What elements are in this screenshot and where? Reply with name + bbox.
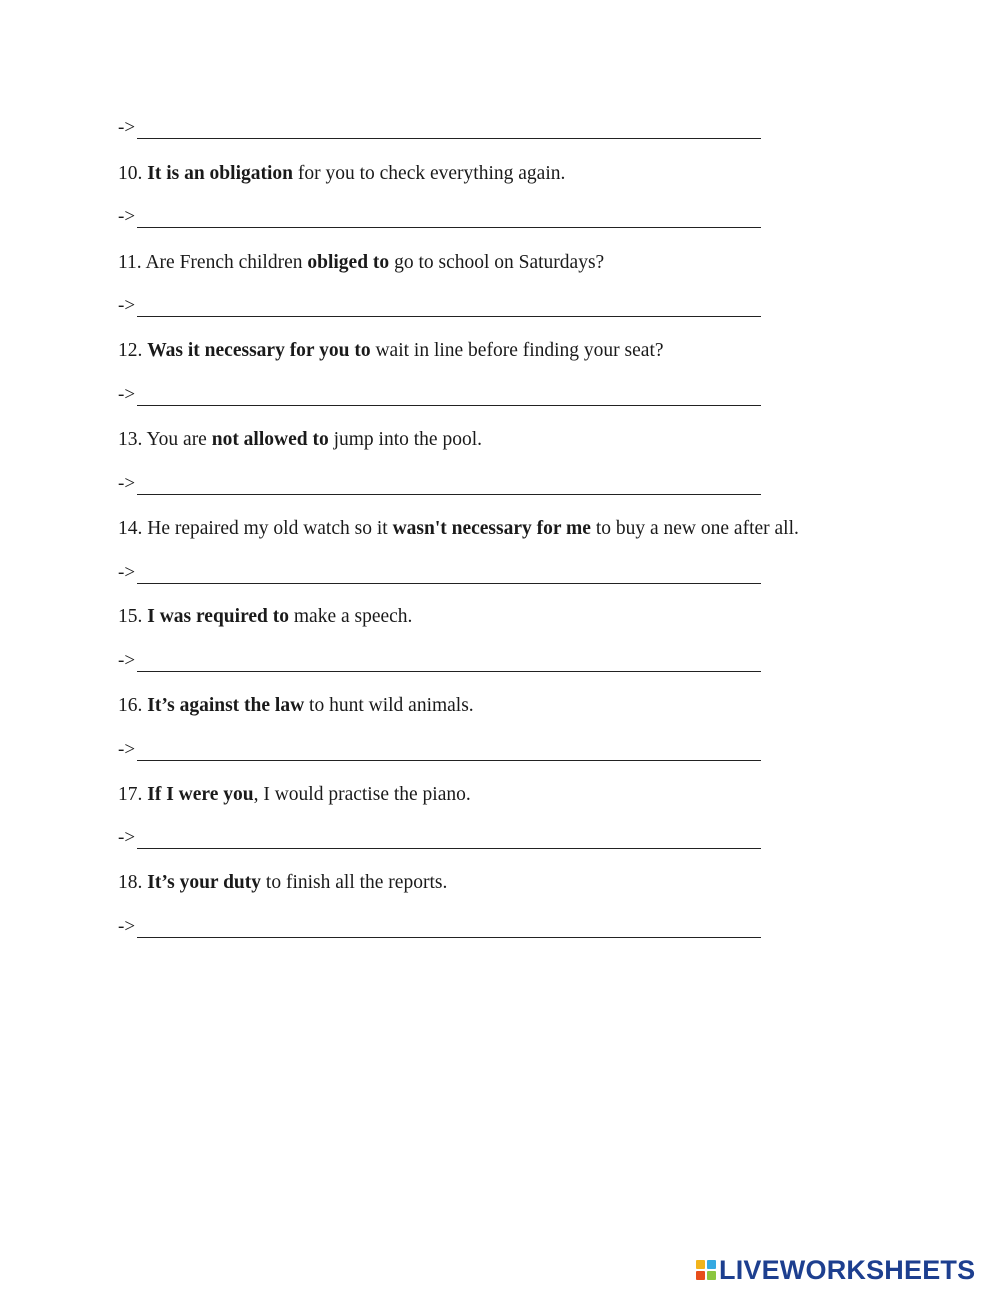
question-keyword: If I were you xyxy=(147,784,254,805)
question-keyword: obliged to xyxy=(307,252,390,273)
answer-row xyxy=(118,561,135,585)
question-keyword: It’s your duty xyxy=(147,872,262,893)
question-keyword: Was it necessary for you to xyxy=(147,340,371,361)
question-17 xyxy=(118,783,471,807)
question-post: to buy a new one after all. xyxy=(590,518,799,539)
question-keyword: I was required to xyxy=(147,606,289,627)
question-number: 10. xyxy=(118,163,143,184)
answer-arrow: -> xyxy=(118,206,136,227)
question-post: , I would practise the piano. xyxy=(253,784,471,805)
question-number: 13. xyxy=(118,429,143,450)
question-keyword: not allowed to xyxy=(211,429,329,450)
question-16 xyxy=(118,694,474,718)
question-14 xyxy=(118,517,799,541)
answer-arrow: -> xyxy=(118,650,136,671)
answer-row xyxy=(118,472,135,496)
question-post: go to school on Saturdays? xyxy=(389,252,605,273)
answer-arrow: -> xyxy=(118,117,136,138)
question-number: 16. xyxy=(118,695,143,716)
question-number: 18. xyxy=(118,872,143,893)
logo-block xyxy=(696,1271,705,1280)
question-keyword: It’s against the law xyxy=(147,695,305,716)
answer-input-15[interactable] xyxy=(137,671,761,672)
answer-row xyxy=(118,649,135,673)
answer-arrow: -> xyxy=(118,473,136,494)
logo-text: LIVEWORKSHEETS xyxy=(719,1254,976,1285)
question-keyword: It is an obligation xyxy=(147,163,293,184)
answer-row xyxy=(118,294,135,318)
question-10 xyxy=(118,162,565,186)
answer-input-10[interactable] xyxy=(137,227,761,228)
answer-input-12[interactable] xyxy=(137,405,761,406)
answer-input-18[interactable] xyxy=(137,937,761,938)
answer-arrow: -> xyxy=(118,562,136,583)
question-pre: You are xyxy=(146,429,212,450)
answer-arrow: -> xyxy=(118,384,136,405)
liveworksheets-logo xyxy=(696,1254,976,1285)
answer-input-17[interactable] xyxy=(137,848,761,849)
question-pre: Are French children xyxy=(145,252,308,273)
question-11 xyxy=(118,251,604,275)
answer-row xyxy=(118,383,135,407)
question-13 xyxy=(118,428,482,452)
answer-row xyxy=(118,738,135,762)
question-post: to hunt wild animals. xyxy=(304,695,474,716)
answer-row xyxy=(118,116,135,140)
answer-input-16[interactable] xyxy=(137,760,761,761)
logo-block xyxy=(696,1260,705,1269)
question-18 xyxy=(118,871,447,895)
logo-block xyxy=(707,1260,716,1269)
question-keyword: wasn't necessary for me xyxy=(392,518,591,539)
question-post: to finish all the reports. xyxy=(261,872,448,893)
answer-arrow: -> xyxy=(118,827,136,848)
answer-input-11[interactable] xyxy=(137,316,761,317)
question-number: 12. xyxy=(118,340,143,361)
question-number: 11. xyxy=(118,252,142,273)
answer-input-13[interactable] xyxy=(137,494,761,495)
question-number: 15. xyxy=(118,606,143,627)
question-post: jump into the pool. xyxy=(328,429,483,450)
answer-arrow: -> xyxy=(118,295,136,316)
answer-input-9[interactable] xyxy=(137,138,761,139)
question-number: 17. xyxy=(118,784,143,805)
question-12 xyxy=(118,339,664,363)
answer-arrow: -> xyxy=(118,739,136,760)
question-number: 14. xyxy=(118,518,143,539)
logo-blocks-icon xyxy=(696,1260,716,1280)
question-post: wait in line before finding your seat? xyxy=(370,340,664,361)
answer-row xyxy=(118,915,135,939)
answer-row xyxy=(118,826,135,850)
question-pre: He repaired my old watch so it xyxy=(147,518,393,539)
answer-arrow: -> xyxy=(118,916,136,937)
question-15 xyxy=(118,605,412,629)
answer-row xyxy=(118,205,135,229)
question-post: make a speech. xyxy=(289,606,413,627)
question-post: for you to check everything again. xyxy=(293,163,566,184)
logo-block xyxy=(707,1271,716,1280)
answer-input-14[interactable] xyxy=(137,583,761,584)
